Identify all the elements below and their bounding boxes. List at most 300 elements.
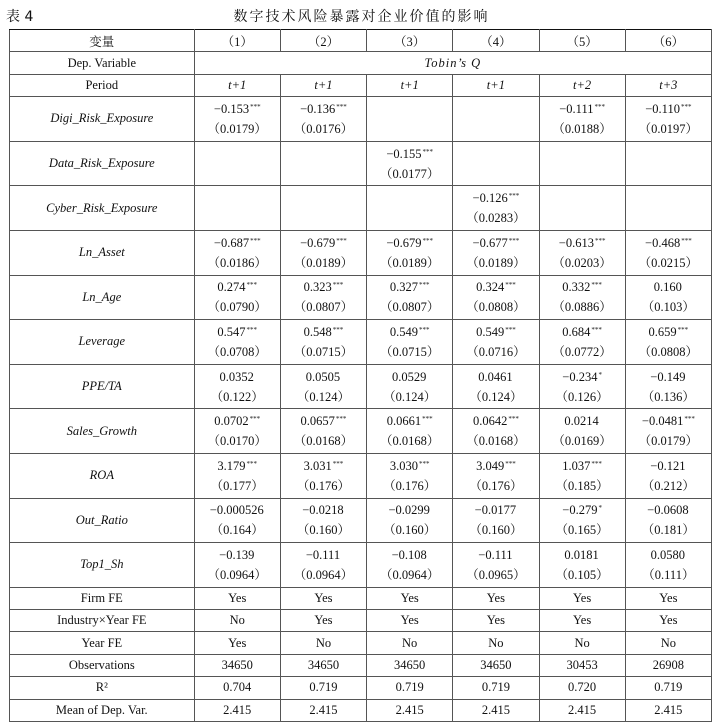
coef-line — [387, 411, 433, 431]
dep-var-label: Dep. Variable — [10, 52, 195, 74]
coefficient: −0.000526 — [209, 503, 264, 518]
standard-error: （0.0715） — [379, 344, 440, 359]
regression-table — [9, 29, 712, 722]
coef-row — [10, 275, 712, 320]
coef-line — [645, 99, 691, 119]
variable-name: Out_Ratio — [10, 498, 195, 543]
stat-label: Industry×Year FE — [10, 610, 195, 632]
significance-stars: *** — [505, 281, 516, 290]
standard-error: （0.136） — [641, 389, 695, 404]
period-value: t+1 — [280, 74, 366, 96]
standard-error: （0.0807） — [379, 300, 440, 315]
period-row — [10, 74, 712, 96]
stat-value: 0.719 — [367, 677, 453, 699]
stat-value: No — [625, 632, 711, 654]
coefficient: −0.111 — [559, 101, 594, 116]
standard-error: （0.0215） — [638, 255, 699, 270]
standard-error: （0.0716） — [466, 344, 526, 359]
standard-error: （0.160） — [296, 523, 351, 538]
coef-cell — [280, 453, 366, 498]
coefficient: −0.0299 — [388, 503, 430, 518]
coef-stack — [367, 322, 452, 362]
stat-value: Yes — [539, 610, 625, 632]
standard-error: （0.103） — [641, 300, 695, 315]
coefficient: −0.110 — [645, 101, 680, 116]
period-value: t+1 — [194, 74, 280, 96]
coef-stack — [281, 545, 366, 585]
standard-error: （0.0188） — [552, 121, 612, 136]
coef-cell — [367, 453, 453, 498]
stat-row — [10, 632, 712, 654]
standard-error: （0.160） — [469, 523, 523, 538]
standard-error: （0.0169） — [552, 434, 612, 449]
significance-stars: *** — [591, 459, 602, 468]
coef-line — [392, 545, 428, 565]
standard-error: （0.0176） — [293, 121, 354, 136]
variable-name: Top1_Sh — [10, 543, 195, 588]
coefficient: −0.121 — [650, 458, 686, 473]
coef-stack — [367, 144, 452, 184]
standard-error: （0.160） — [383, 523, 437, 538]
coef-cell — [625, 186, 711, 231]
stat-value: Yes — [625, 587, 711, 609]
coef-cell — [453, 320, 539, 365]
standard-error: （0.0708） — [207, 344, 267, 359]
stat-value: 2.415 — [625, 699, 711, 721]
coef-cell — [280, 230, 366, 275]
coef-line — [476, 322, 516, 342]
coef-stack — [195, 500, 280, 540]
coef-cell — [453, 275, 539, 320]
coef-row — [10, 498, 712, 543]
coef-line — [217, 322, 257, 342]
coef-line — [562, 500, 602, 520]
coef-stack — [195, 277, 280, 317]
coef-stack — [540, 411, 625, 451]
coef-cell — [625, 498, 711, 543]
coef-cell — [194, 141, 280, 186]
significance-stars: *** — [335, 415, 347, 424]
coef-line — [304, 277, 344, 297]
standard-error: （0.111） — [642, 567, 695, 582]
stat-value: Yes — [194, 587, 280, 609]
coef-stack — [453, 456, 538, 496]
stat-value: No — [539, 632, 625, 654]
variable-name: Cyber_Risk_Exposure — [10, 186, 195, 231]
coef-stack — [195, 367, 280, 407]
coef-line — [304, 456, 344, 476]
coef-stack — [367, 277, 452, 317]
coef-row — [10, 230, 712, 275]
coef-row — [10, 453, 712, 498]
stat-value: Yes — [367, 587, 453, 609]
coef-cell — [453, 364, 539, 409]
significance-stars: *** — [505, 325, 516, 334]
standard-error: （0.124） — [469, 389, 523, 404]
standard-error: （0.0168） — [293, 434, 354, 449]
significance-stars: *** — [250, 102, 261, 111]
coefficient: −0.136 — [300, 101, 336, 116]
coef-line — [217, 456, 257, 476]
coef-line — [647, 500, 689, 520]
stat-row — [10, 610, 712, 632]
coefficient: 3.179 — [217, 458, 246, 473]
coef-cell — [625, 97, 711, 142]
coef-line — [475, 500, 517, 520]
standard-error: （0.0179） — [638, 434, 699, 449]
significance-stars: * — [598, 370, 602, 379]
coef-stack — [281, 322, 366, 362]
coefficient: −0.126 — [472, 191, 508, 206]
coef-row — [10, 320, 712, 365]
standard-error: （0.0189） — [293, 255, 354, 270]
stat-value: 0.719 — [625, 677, 711, 699]
variable-header: 变量 — [10, 30, 195, 52]
coef-line — [219, 545, 255, 565]
coef-line — [564, 545, 599, 565]
coef-line — [300, 233, 347, 253]
coef-stack — [281, 99, 366, 139]
stat-value: 0.704 — [194, 677, 280, 699]
coef-cell — [194, 498, 280, 543]
significance-stars: *** — [594, 236, 606, 245]
coef-line — [645, 233, 692, 253]
coefficient: 0.0505 — [305, 369, 341, 384]
period-label: Period — [10, 74, 195, 96]
significance-stars: *** — [332, 459, 344, 468]
coef-stack — [281, 411, 366, 451]
coef-line — [214, 99, 261, 119]
significance-stars: *** — [418, 325, 430, 334]
coef-cell — [539, 498, 625, 543]
coef-line — [476, 277, 516, 297]
stat-value: 34650 — [194, 654, 280, 676]
coefficient: 0.0214 — [564, 414, 599, 429]
coef-stack — [367, 367, 452, 407]
stat-value: 34650 — [367, 654, 453, 676]
standard-error: （0.181） — [641, 523, 695, 538]
column-header: （1） — [194, 30, 280, 52]
coef-cell — [539, 409, 625, 454]
standard-error: （0.0186） — [207, 255, 267, 270]
coefficient: 0.160 — [653, 280, 682, 295]
standard-error: （0.0177） — [379, 166, 440, 181]
stat-value: 2.415 — [367, 699, 453, 721]
standard-error: （0.0179） — [207, 121, 267, 136]
standard-error: （0.177） — [210, 478, 264, 493]
variable-name: Sales_Growth — [10, 409, 195, 454]
standard-error: （0.124） — [383, 389, 437, 404]
coefficient: 0.0181 — [564, 547, 599, 562]
period-value: t+1 — [367, 74, 453, 96]
coef-row — [10, 141, 712, 186]
coefficient: 0.0661 — [386, 414, 422, 429]
coef-cell — [194, 230, 280, 275]
standard-error: （0.124） — [296, 389, 351, 404]
coef-row — [10, 543, 712, 588]
coef-cell — [194, 453, 280, 498]
stat-value: No — [453, 632, 539, 654]
standard-error: （0.164） — [210, 523, 264, 538]
standard-error: （0.0808） — [466, 300, 526, 315]
standard-error: （0.176） — [383, 478, 437, 493]
stat-value: No — [367, 632, 453, 654]
coef-cell — [280, 97, 366, 142]
coef-line — [217, 277, 257, 297]
stat-row — [10, 587, 712, 609]
coef-line — [559, 99, 605, 119]
coef-line — [301, 411, 347, 431]
standard-error: （0.0189） — [379, 255, 440, 270]
coef-stack — [540, 233, 625, 273]
stat-label: Year FE — [10, 632, 195, 654]
coef-cell — [625, 364, 711, 409]
coef-line — [562, 367, 602, 387]
coefficient: 0.549 — [389, 324, 418, 339]
stat-label: Firm FE — [10, 587, 195, 609]
standard-error: （0.176） — [296, 478, 351, 493]
significance-stars: *** — [246, 325, 258, 334]
coef-cell — [367, 409, 453, 454]
coefficient: −0.0608 — [647, 503, 689, 518]
column-header: （4） — [453, 30, 539, 52]
coef-stack — [626, 456, 711, 496]
coefficient: −0.111 — [305, 547, 341, 562]
coef-cell — [453, 97, 539, 142]
coefficient: −0.679 — [300, 235, 336, 250]
coefficient: 3.030 — [389, 458, 418, 473]
significance-stars: *** — [591, 281, 602, 290]
coef-cell — [280, 141, 366, 186]
coefficient: 0.0702 — [214, 414, 249, 429]
coef-cell — [453, 498, 539, 543]
coef-stack — [367, 411, 452, 451]
significance-stars: *** — [505, 459, 516, 468]
coef-stack — [626, 500, 711, 540]
coef-cell — [280, 498, 366, 543]
significance-stars: *** — [418, 459, 430, 468]
coef-cell — [280, 543, 366, 588]
coef-stack — [626, 545, 711, 585]
coef-stack — [453, 188, 538, 228]
coef-line — [562, 277, 602, 297]
coef-line — [642, 411, 695, 431]
variable-name: ROA — [10, 453, 195, 498]
coefficient: 3.031 — [303, 458, 332, 473]
coef-stack — [195, 411, 280, 451]
coef-stack — [453, 411, 538, 451]
coef-line — [386, 233, 433, 253]
column-header: （6） — [625, 30, 711, 52]
coef-cell — [539, 453, 625, 498]
coef-stack — [453, 233, 538, 273]
coef-cell — [625, 141, 711, 186]
coef-line — [478, 367, 513, 387]
significance-stars: *** — [246, 281, 258, 290]
table-title: 数字技术风险暴露对企业价值的影响 — [233, 9, 490, 25]
coefficient: 0.549 — [476, 324, 505, 339]
significance-stars: *** — [508, 236, 520, 245]
coefficient: 0.684 — [562, 324, 591, 339]
coef-line — [564, 411, 599, 431]
coef-stack — [626, 322, 711, 362]
coef-cell — [280, 320, 366, 365]
coefficient: 0.327 — [389, 280, 418, 295]
coef-cell — [367, 230, 453, 275]
standard-error: （0.0170） — [207, 434, 267, 449]
coef-cell — [453, 186, 539, 231]
coef-line — [306, 367, 341, 387]
variable-name: Ln_Age — [10, 275, 195, 320]
standard-error: （0.126） — [555, 389, 609, 404]
standard-error: （0.0197） — [638, 121, 699, 136]
table-number: 表 4 — [6, 9, 34, 25]
standard-error: （0.0283） — [466, 211, 526, 226]
variable-name: Data_Risk_Exposure — [10, 141, 195, 186]
coef-row — [10, 409, 712, 454]
stat-value: No — [280, 632, 366, 654]
stat-value: No — [194, 610, 280, 632]
coef-line — [390, 322, 430, 342]
coefficient: 0.0529 — [391, 369, 427, 384]
stat-value: Yes — [625, 610, 711, 632]
coefficient: 1.037 — [562, 458, 591, 473]
coef-row — [10, 97, 712, 142]
dep-var-row — [10, 52, 712, 74]
stat-value: 26908 — [625, 654, 711, 676]
stat-row — [10, 677, 712, 699]
stat-value: 2.415 — [453, 699, 539, 721]
coef-cell — [539, 141, 625, 186]
coef-line — [220, 367, 255, 387]
coef-stack — [540, 367, 625, 407]
coef-stack — [281, 233, 366, 273]
coef-stack — [281, 277, 366, 317]
coef-stack — [540, 322, 625, 362]
coef-cell — [539, 364, 625, 409]
coef-cell — [539, 230, 625, 275]
coef-cell — [280, 409, 366, 454]
coef-line — [214, 411, 260, 431]
coefficient: 0.659 — [648, 324, 677, 339]
coefficient: 0.0461 — [478, 369, 513, 384]
period-value: t+2 — [539, 74, 625, 96]
coef-line — [559, 233, 606, 253]
significance-stars: *** — [591, 325, 602, 334]
stat-value: 34650 — [453, 654, 539, 676]
significance-stars: *** — [422, 236, 434, 245]
coef-cell — [453, 543, 539, 588]
coef-stack — [195, 456, 280, 496]
coef-cell — [453, 141, 539, 186]
stat-value: 34650 — [280, 654, 366, 676]
significance-stars: *** — [684, 415, 695, 424]
significance-stars: *** — [336, 102, 347, 111]
coef-cell — [194, 543, 280, 588]
significance-stars: *** — [336, 236, 347, 245]
variable-name: Ln_Asset — [10, 230, 195, 275]
coef-stack — [540, 456, 625, 496]
coef-stack — [540, 500, 625, 540]
stat-row — [10, 699, 712, 721]
standard-error: （0.165） — [555, 523, 609, 538]
coef-line — [476, 456, 516, 476]
coef-cell — [453, 409, 539, 454]
coefficient: 0.0642 — [472, 414, 508, 429]
coef-cell — [367, 498, 453, 543]
coef-cell — [453, 453, 539, 498]
standard-error: （0.0715） — [293, 344, 354, 359]
coef-stack — [540, 277, 625, 317]
coef-line — [473, 411, 519, 431]
coefficient: −0.139 — [219, 547, 255, 562]
column-header: （2） — [280, 30, 366, 52]
standard-error: （0.212） — [641, 478, 695, 493]
coef-line — [478, 545, 513, 565]
stat-label: Mean of Dep. Var. — [10, 699, 195, 721]
period-value: t+3 — [625, 74, 711, 96]
stat-value: 2.415 — [194, 699, 280, 721]
coef-stack — [626, 411, 711, 451]
coefficient: −0.0481 — [641, 414, 684, 429]
coef-row — [10, 364, 712, 409]
coef-cell — [194, 364, 280, 409]
standard-error: （0.122） — [210, 389, 264, 404]
significance-stars: *** — [594, 102, 605, 111]
column-header: （3） — [367, 30, 453, 52]
coefficient: 0.548 — [303, 324, 332, 339]
coef-stack — [195, 545, 280, 585]
coef-cell — [280, 364, 366, 409]
coef-cell — [280, 186, 366, 231]
coef-cell — [539, 186, 625, 231]
standard-error: （0.176） — [469, 478, 523, 493]
standard-error: （0.105） — [555, 567, 609, 582]
stat-value: Yes — [280, 610, 366, 632]
coef-cell — [367, 543, 453, 588]
coef-stack — [626, 367, 711, 407]
stat-value: 2.415 — [539, 699, 625, 721]
coef-stack — [281, 367, 366, 407]
significance-stars: * — [598, 504, 602, 513]
coef-cell — [194, 409, 280, 454]
coef-stack — [195, 99, 280, 139]
significance-stars: *** — [677, 325, 689, 334]
coef-stack — [367, 500, 452, 540]
coef-stack — [453, 545, 538, 585]
coefficient: 0.0352 — [219, 369, 254, 384]
coef-stack — [453, 277, 538, 317]
stat-value: 30453 — [539, 654, 625, 676]
coef-cell — [367, 141, 453, 186]
stat-value: Yes — [280, 587, 366, 609]
significance-stars: *** — [332, 281, 344, 290]
coef-cell — [367, 364, 453, 409]
coefficient: −0.153 — [213, 101, 250, 116]
standard-error: （0.0168） — [379, 434, 440, 449]
coefficient: −0.0218 — [302, 503, 344, 518]
standard-error: （0.0965） — [466, 567, 526, 582]
significance-stars: *** — [508, 415, 519, 424]
coef-cell — [194, 186, 280, 231]
stat-value: 2.415 — [280, 699, 366, 721]
coefficient: −0.0177 — [474, 503, 517, 518]
coef-line — [562, 322, 602, 342]
coef-cell — [194, 320, 280, 365]
significance-stars: *** — [246, 459, 258, 468]
coefficient: 0.274 — [217, 280, 246, 295]
standard-error: （0.0964） — [293, 567, 354, 582]
